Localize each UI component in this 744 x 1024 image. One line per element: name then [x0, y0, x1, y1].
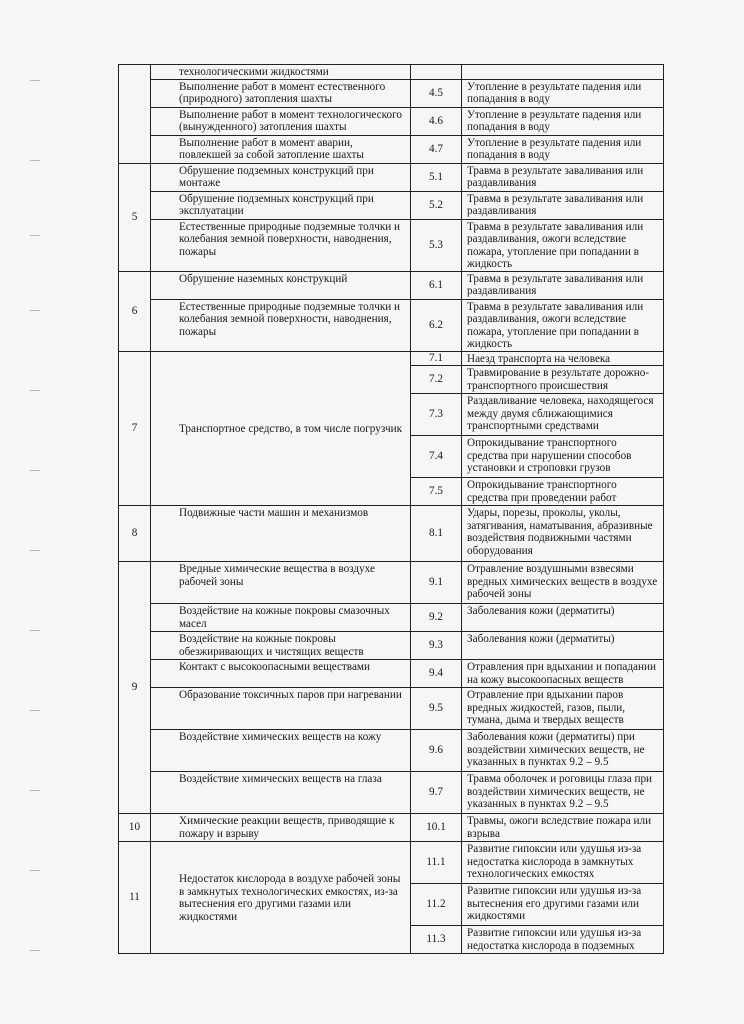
- event-cell: Развитие гипоксии или удушья из-за недостатка кислорода в подземных: [462, 926, 664, 954]
- event-cell: Травма в результате заваливания или раздавливания, ожоги вследствие пожара, утопление при попадании в жидкость: [462, 219, 664, 271]
- table-row: [119, 163, 664, 191]
- danger-cell: Воздействие на кожные покровы смазочных масел: [151, 604, 411, 632]
- event-code-cell: 6.2: [411, 299, 462, 351]
- danger-cell: Выполнение работ в момент аварии, повлекшей за собой затопление шахты: [151, 135, 411, 163]
- table-row: [119, 688, 664, 730]
- danger-cell: технологическими жидкостями: [151, 65, 411, 80]
- event-cell: Заболевания кожи (дерматиты): [462, 604, 664, 632]
- table-row: [119, 814, 664, 842]
- event-cell: Опрокидывание транспортного средства при проведении работ: [462, 478, 664, 506]
- event-cell: Наезд транспорта на человека: [462, 351, 664, 366]
- event-code-cell: 7.1: [411, 351, 462, 366]
- danger-cell: Выполнение работ в момент технологического (вынужденного) затопления шахты: [151, 107, 411, 135]
- event-cell: Травмы, ожоги вследствие пожара или взрыва: [462, 814, 664, 842]
- table-row: [119, 562, 664, 604]
- event-code-cell: 9.3: [411, 632, 462, 660]
- event-code-cell: 5.1: [411, 163, 462, 191]
- table-row: [119, 65, 664, 80]
- event-cell: Травма в результате заваливания или раздавливания, ожоги вследствие пожара, утопление при попадании в жидкость: [462, 299, 664, 351]
- event-code-cell: 8.1: [411, 506, 462, 562]
- event-code-cell: 4.6: [411, 107, 462, 135]
- event-code-cell: 9.4: [411, 660, 462, 688]
- event-code-cell: 7.3: [411, 394, 462, 436]
- table-row: [119, 660, 664, 688]
- danger-cell: Выполнение работ в момент естественного (природного) затопления шахты: [151, 79, 411, 107]
- danger-cell: Подвижные части машин и механизмов: [151, 506, 411, 562]
- event-cell: Утопление в результате падения или попадания в воду: [462, 107, 664, 135]
- table-row: [119, 632, 664, 660]
- table-row: [119, 506, 664, 562]
- danger-cell: Обрушение подземных конструкций при эксплуатации: [151, 191, 411, 219]
- event-cell: Опрокидывание транспортного средства при нарушении способов установки и строповки грузов: [462, 436, 664, 478]
- event-code-cell: 7.2: [411, 366, 462, 394]
- group-number-cell: [119, 65, 151, 164]
- table-row: [119, 730, 664, 772]
- event-cell: Травмирование в результате дорожно-транспортного происшествия: [462, 366, 664, 394]
- event-cell: Раздавливание человека, находящегося между двумя сближающимися транспортными средствами: [462, 394, 664, 436]
- danger-cell: Воздействие химических веществ на кожу: [151, 730, 411, 772]
- event-code-cell: 9.2: [411, 604, 462, 632]
- event-cell: [462, 65, 664, 80]
- event-cell: Удары, порезы, проколы, уколы, затягивания, наматывания, абразивные воздействия подвижными частями оборудования: [462, 506, 664, 562]
- danger-cell: Обрушение подземных конструкций при монтаже: [151, 163, 411, 191]
- event-cell: Травма в результате заваливания или раздавливания: [462, 271, 664, 299]
- danger-cell: Обрушение наземных конструкций: [151, 271, 411, 299]
- danger-cell: Воздействие химических веществ на глаза: [151, 772, 411, 814]
- event-cell: Утопление в результате падения или попадания в воду: [462, 135, 664, 163]
- table-row: [119, 219, 664, 271]
- group-number-cell: 9: [119, 562, 151, 814]
- table-row: [119, 772, 664, 814]
- danger-cell: Транспортное средство, в том числе погрузчик: [151, 351, 411, 506]
- event-code-cell: 9.5: [411, 688, 462, 730]
- event-cell: Отравление при вдыхании паров вредных жидкостей, газов, пыли, тумана, дыма и твердых веществ: [462, 688, 664, 730]
- event-code-cell: 9.1: [411, 562, 462, 604]
- group-number-cell: 6: [119, 271, 151, 351]
- hazard-table: [118, 64, 664, 954]
- event-code-cell: 9.6: [411, 730, 462, 772]
- group-number-cell: 10: [119, 814, 151, 842]
- event-code-cell: 5.3: [411, 219, 462, 271]
- event-code-cell: 4.5: [411, 79, 462, 107]
- event-cell: Травма в результате заваливания или раздавливания: [462, 191, 664, 219]
- event-code-cell: 4.7: [411, 135, 462, 163]
- table-row: [119, 299, 664, 351]
- table-row: [119, 842, 664, 884]
- event-code-cell: 6.1: [411, 271, 462, 299]
- event-code-cell: 7.4: [411, 436, 462, 478]
- event-cell: Развитие гипоксии или удушья из-за недостатка кислорода в замкнутых технологических емкостях: [462, 842, 664, 884]
- table-row: [119, 271, 664, 299]
- danger-cell: Естественные природные подземные толчки и колебания земной поверхности, наводнения, пожары: [151, 219, 411, 271]
- event-cell: Развитие гипоксии или удушья из-за вытеснения его другими газами или жидкостями: [462, 884, 664, 926]
- danger-cell: Воздействие на кожные покровы обезжиривающих и чистящих веществ: [151, 632, 411, 660]
- danger-cell: Контакт с высокоопасными веществами: [151, 660, 411, 688]
- event-code-cell: 11.2: [411, 884, 462, 926]
- event-code-cell: 5.2: [411, 191, 462, 219]
- event-cell: Утопление в результате падения или попадания в воду: [462, 79, 664, 107]
- event-code-cell: [411, 65, 462, 80]
- group-number-cell: 8: [119, 506, 151, 562]
- event-code-cell: 7.5: [411, 478, 462, 506]
- table-row: [119, 604, 664, 632]
- group-number-cell: 5: [119, 163, 151, 271]
- table-row: [119, 135, 664, 163]
- event-cell: Заболевания кожи (дерматиты) при воздействии химических веществ, не указанных в пунктах 9.2 – 9.5: [462, 730, 664, 772]
- event-code-cell: 9.7: [411, 772, 462, 814]
- danger-cell: Химические реакции веществ, приводящие к пожару и взрыву: [151, 814, 411, 842]
- table-row: [119, 191, 664, 219]
- event-cell: Отравление воздушными взвесями вредных химических веществ в воздухе рабочей зоны: [462, 562, 664, 604]
- table-row: [119, 79, 664, 107]
- table-row: [119, 107, 664, 135]
- group-number-cell: 11: [119, 842, 151, 954]
- event-cell: Заболевания кожи (дерматиты): [462, 632, 664, 660]
- danger-cell: Недостаток кислорода в воздухе рабочей зоны в замкнутых технологических емкостях, из-за вытеснения его другими газами или жидкостями: [151, 842, 411, 954]
- event-code-cell: 11.1: [411, 842, 462, 884]
- event-cell: Травма в результате заваливания или раздавливания: [462, 163, 664, 191]
- danger-cell: Естественные природные подземные толчки и колебания земной поверхности, наводнения, пожары: [151, 299, 411, 351]
- danger-cell: Образование токсичных паров при нагревании: [151, 688, 411, 730]
- event-cell: Отравления при вдыхании и попадании на кожу высокоопасных веществ: [462, 660, 664, 688]
- margin-tick-marks: [30, 20, 42, 1010]
- event-code-cell: 11.3: [411, 926, 462, 954]
- event-cell: Травма оболочек и роговицы глаза при воздействии химических веществ, не указанных в пунктах 9.2 – 9.5: [462, 772, 664, 814]
- table-row: [119, 351, 664, 366]
- event-code-cell: 10.1: [411, 814, 462, 842]
- group-number-cell: 7: [119, 351, 151, 506]
- danger-cell: Вредные химические вещества в воздухе рабочей зоны: [151, 562, 411, 604]
